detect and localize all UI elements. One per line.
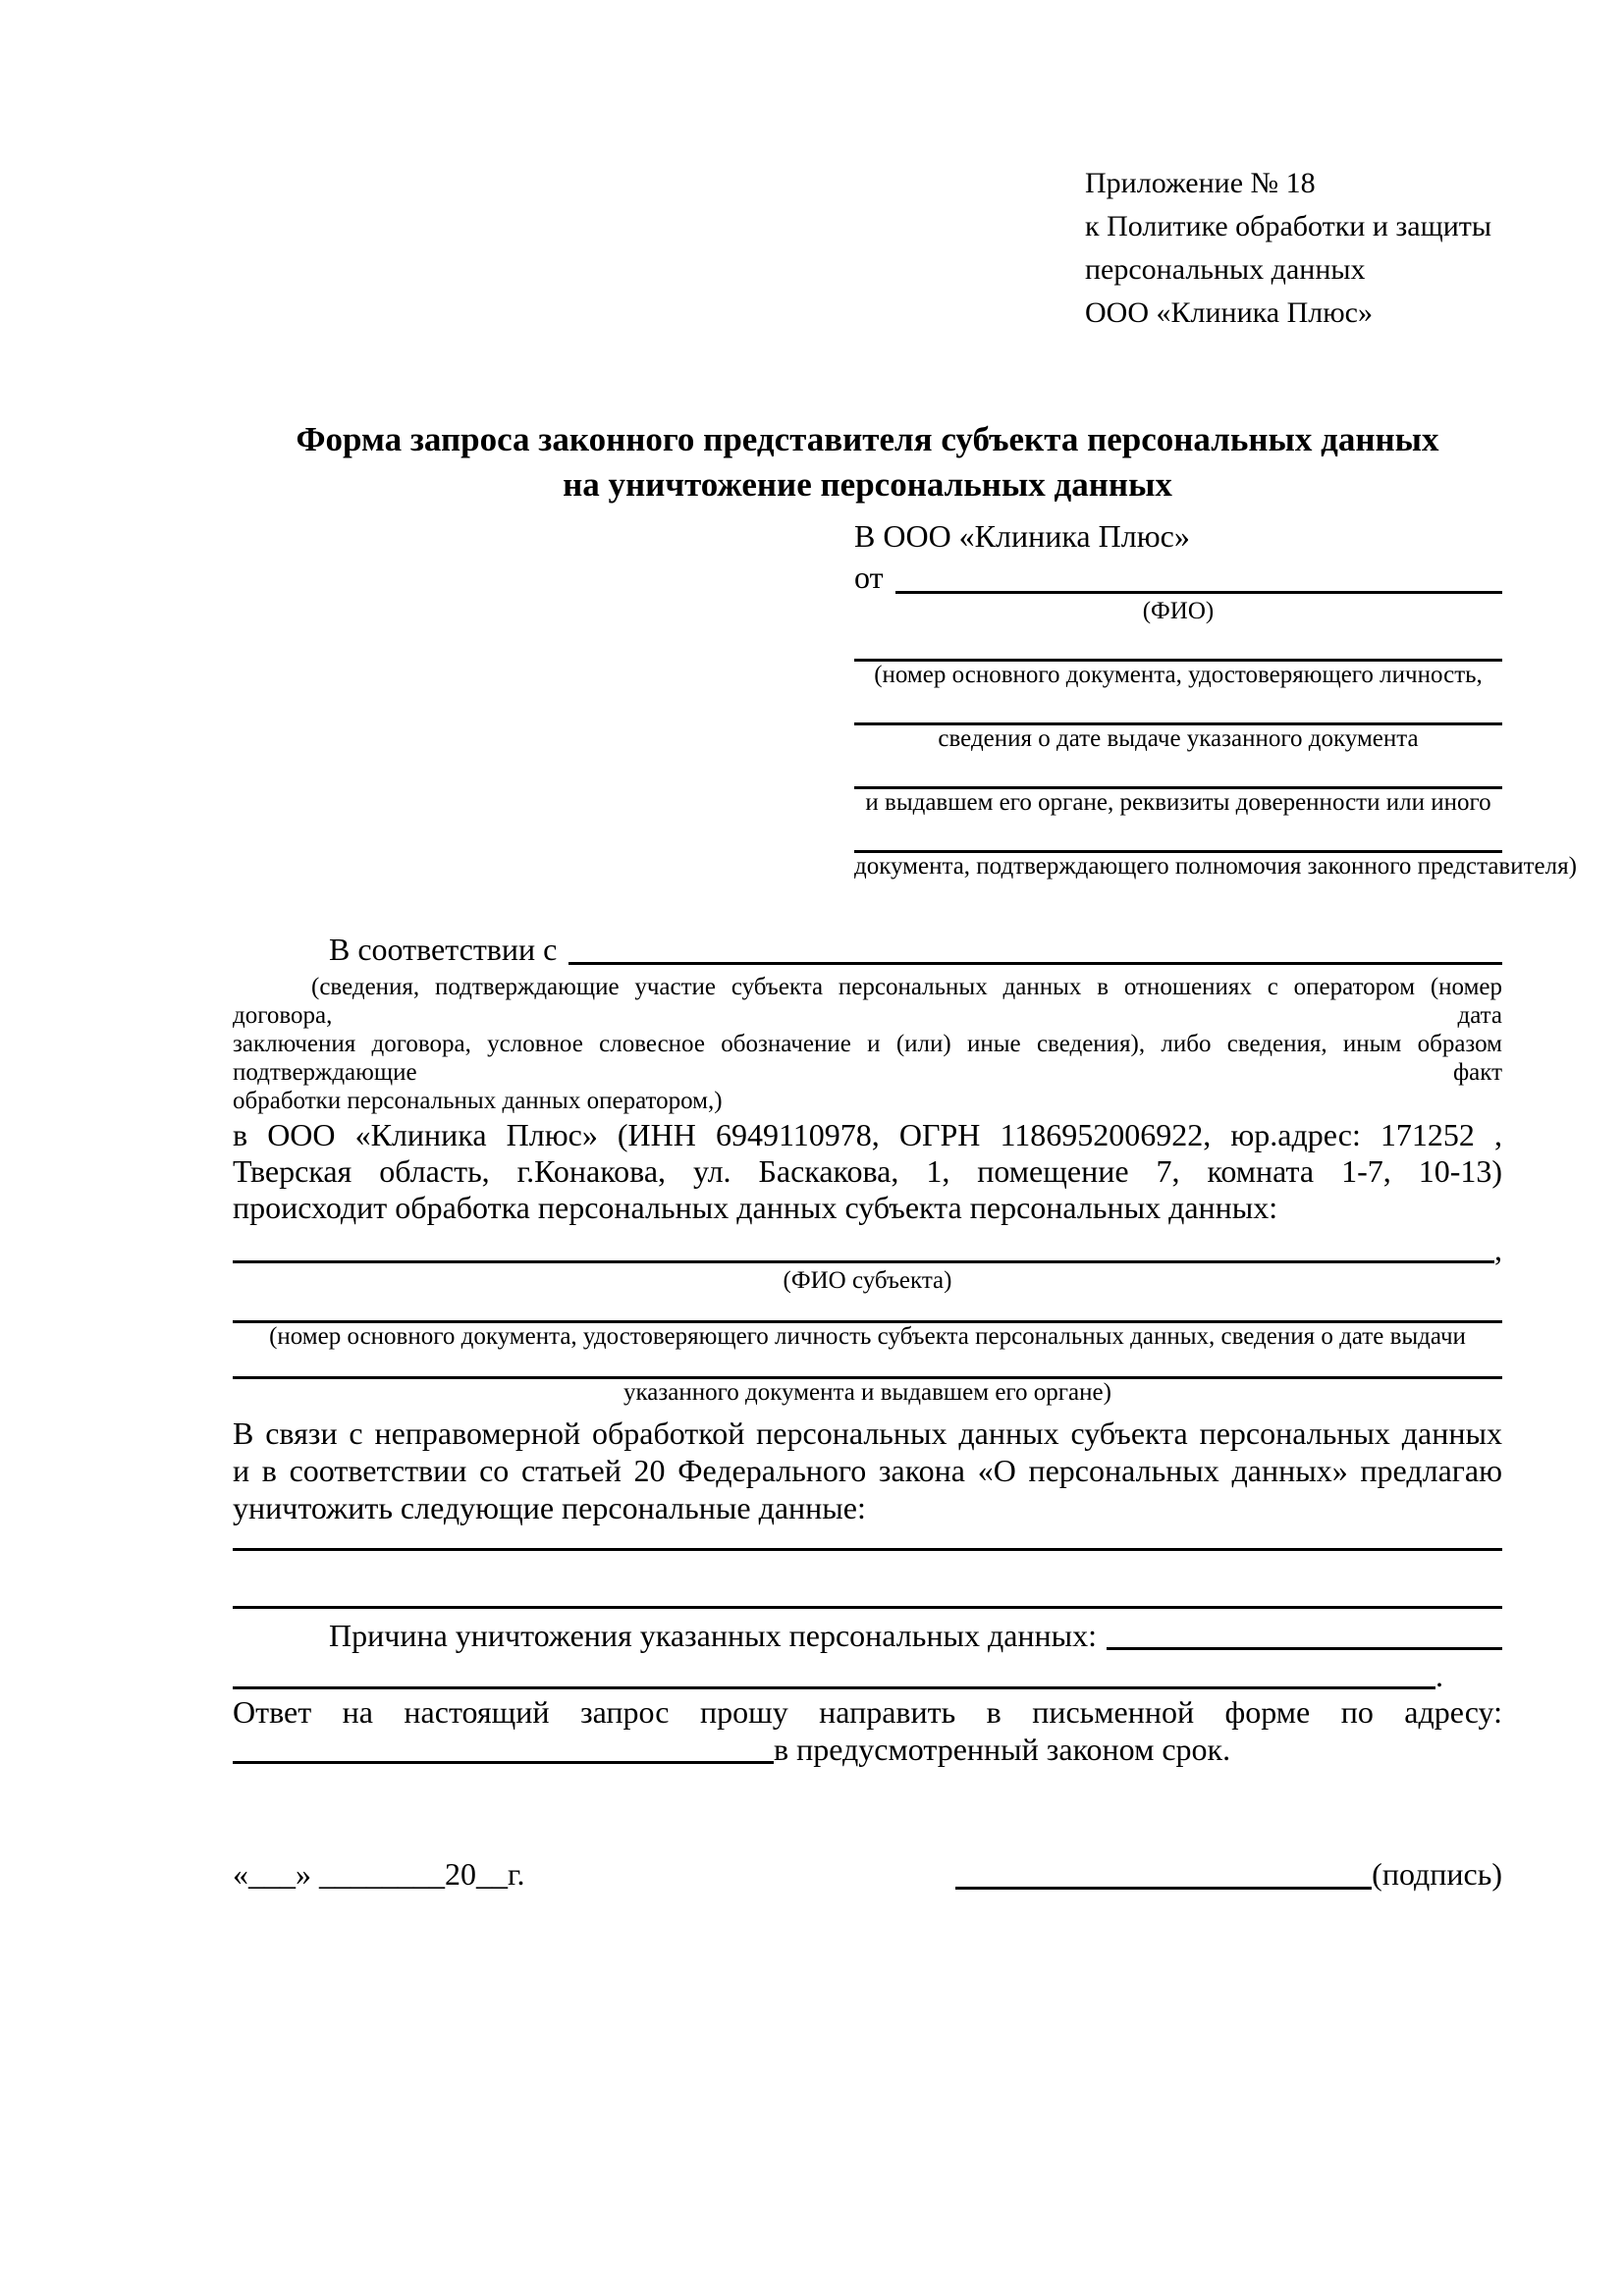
data-to-destroy-input-line[interactable]	[233, 1526, 1502, 1551]
operator-paragraph-line: происходит обработка персональных данных субъекта персональных данных:	[233, 1190, 1278, 1225]
representative-issue-date-input-line[interactable]	[854, 689, 1502, 725]
from-row	[854, 557, 1502, 598]
reply-address-row	[233, 1731, 1502, 1768]
document-content	[233, 0, 1577, 1894]
line-caption-subject-document: (номер основного документа, удостоверяющего личность субъекта персональных данных, сведения о дате выдачи	[269, 1323, 1466, 1350]
line-caption-issuing-authority: и выдавшем его органе, реквизиты доверенности или иного	[865, 789, 1491, 816]
destruction-reason-input-line[interactable]	[233, 1686, 1435, 1689]
form-title	[233, 417, 1502, 507]
subject-fio-row	[233, 1232, 1502, 1267]
addressee-block	[854, 515, 1577, 881]
operator-paragraph-line: Тверская область, г.Конакова, ул. Баскакова, 1, помещение 7, комната 1-7, 10-13)	[233, 1153, 1502, 1189]
destruction-reason-continuation-row	[233, 1658, 1502, 1693]
trailing-comma: ,	[1494, 1232, 1502, 1267]
form-title-line: на уничтожение персональных данных	[563, 465, 1172, 504]
unlawful-processing-paragraph	[233, 1415, 1502, 1526]
from-label: от	[854, 560, 884, 595]
destruction-reason-row	[233, 1617, 1502, 1654]
subject-fio-input-line[interactable]	[233, 1260, 1494, 1263]
fine-print	[233, 973, 1502, 1115]
destruction-reason-label: Причина уничтожения указанных персональных данных:	[329, 1618, 1098, 1653]
line-caption-subject-fio: (ФИО субъекта)	[783, 1267, 952, 1294]
appendix-block	[1085, 162, 1502, 335]
unlawful-paragraph-line: уничтожить следующие персональные данные:	[233, 1490, 866, 1525]
line-caption-fio: (ФИО)	[1142, 598, 1215, 624]
reply-request-line: Ответ на настоящий запрос прошу направить в письменной форме по адресу:	[233, 1694, 1502, 1730]
operator-paragraph	[233, 1117, 1502, 1226]
accordance-label: В соответствии с	[329, 932, 558, 967]
line-caption-issue-date: сведения о дате выдаче указанного документа	[938, 725, 1419, 752]
reply-tail-text: в предусмотренный законом срок.	[774, 1732, 1231, 1767]
representative-issuing-authority-input-line[interactable]	[854, 753, 1502, 789]
line-caption-authority-document: документа, подтверждающего полномочия законного представителя)	[854, 853, 1577, 880]
representative-document-number-input-line[interactable]	[854, 625, 1502, 662]
unlawful-paragraph-line: В связи с неправомерной обработкой персональных данных субъекта персональных данных	[233, 1415, 1502, 1451]
destruction-reason-input-line[interactable]	[1107, 1647, 1502, 1650]
trailing-period: .	[1435, 1658, 1443, 1693]
data-to-destroy-input-line[interactable]	[233, 1551, 1502, 1609]
line-caption-document-number: (номер основного документа, удостоверяющего личность,	[874, 662, 1483, 688]
line-caption-subject-document-authority: указанного документа и выдавшем его органе)	[623, 1379, 1111, 1406]
signature-group	[955, 1854, 1502, 1894]
reply-address-input-line[interactable]	[233, 1761, 774, 1764]
signature-input-line[interactable]	[955, 1887, 1372, 1890]
form-title-line: Форма запроса законного представителя субъекта персональных данных	[296, 420, 1439, 458]
signature-caption: (подпись)	[1372, 1856, 1502, 1892]
addressee-org: В ООО «Клиника Плюс»	[854, 518, 1190, 554]
accordance-input-line[interactable]	[568, 962, 1502, 965]
subject-document-authority-input-line[interactable]	[233, 1351, 1502, 1379]
accordance-row	[233, 930, 1502, 969]
fine-print-line: заключения договора, условное словесное обозначение и (или) иные сведения), либо сведения, иным образом подтверждающие факт	[233, 1031, 1502, 1086]
unlawful-paragraph-line: и в соответствии со статьей 20 Федерального закона «О персональных данных» предлагаю	[233, 1453, 1502, 1488]
appendix-line: к Политике обработки и защиты	[1085, 210, 1492, 242]
fine-print-line: (сведения, подтверждающие участие субъекта персональных данных в отношениях с оператором (номер договора, дата	[233, 974, 1502, 1029]
representative-fio-input-line[interactable]	[895, 591, 1502, 594]
appendix-line: Приложение № 18	[1085, 167, 1316, 199]
appendix-line: ООО «Клиника Плюс»	[1085, 296, 1373, 329]
operator-paragraph-line: в ООО «Клиника Плюс» (ИНН 6949110978, ОГРН 1186952006922, юр.адрес: 171252 ,	[233, 1117, 1502, 1152]
signature-row	[233, 1854, 1502, 1894]
fine-print-line: обработки персональных данных оператором,)	[233, 1088, 723, 1114]
date-blank: «___» ________20__г.	[233, 1856, 525, 1892]
appendix-line: персональных данных	[1085, 253, 1366, 286]
representative-authority-document-input-line[interactable]	[854, 817, 1502, 853]
subject-document-input-line[interactable]	[233, 1295, 1502, 1323]
